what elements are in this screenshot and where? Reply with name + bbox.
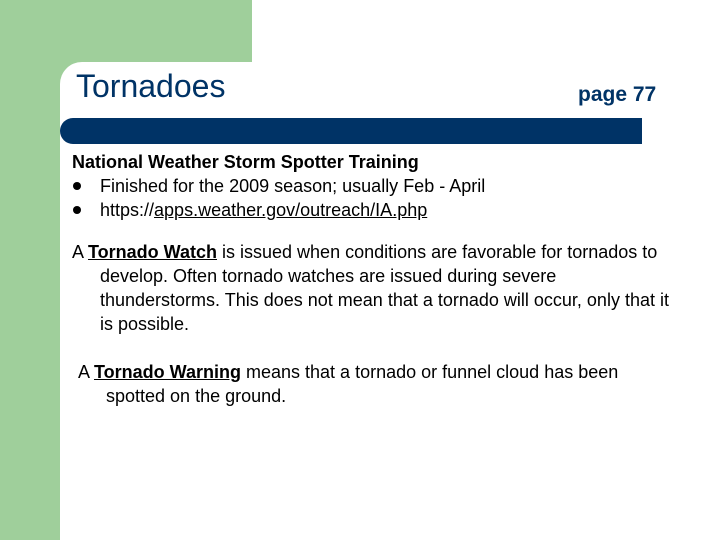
bullet-item-url [72, 198, 672, 222]
bullet-text: Finished for the 2009 season; usually Feb - April [100, 176, 486, 196]
bullet-dot-icon [73, 206, 81, 214]
outreach-link[interactable]: apps.weather.gov/outreach/IA.php [154, 200, 428, 220]
tornado-warning-term: Tornado Warning [94, 362, 241, 382]
slide-title: Tornadoes [76, 68, 226, 104]
bullet-item-season [72, 174, 672, 198]
section-heading: National Weather Storm Spotter Training [72, 152, 419, 172]
warning-text: means that a tornado or funnel cloud has been spotted on the ground. [106, 362, 619, 406]
slide-body [72, 150, 672, 408]
warning-lead: A [78, 362, 95, 382]
tornado-warning-paragraph [78, 360, 672, 408]
tornado-watch-term: Tornado Watch [88, 242, 218, 262]
watch-lead: A [72, 242, 89, 262]
bullet-list [72, 174, 672, 222]
bullet-dot-icon [73, 182, 81, 190]
green-accent-left [0, 0, 60, 540]
url-prefix: https:// [100, 200, 155, 220]
watch-text: is issued when conditions are favorable for tornados to develop. Often tornado watches are issued during severe thunderstorms. This does not mean that a tornado will occur, only that it is possible. [100, 242, 669, 334]
title-underline-bar [60, 118, 642, 144]
page-number: page 77 [578, 83, 657, 106]
tornado-watch-paragraph [72, 240, 672, 336]
